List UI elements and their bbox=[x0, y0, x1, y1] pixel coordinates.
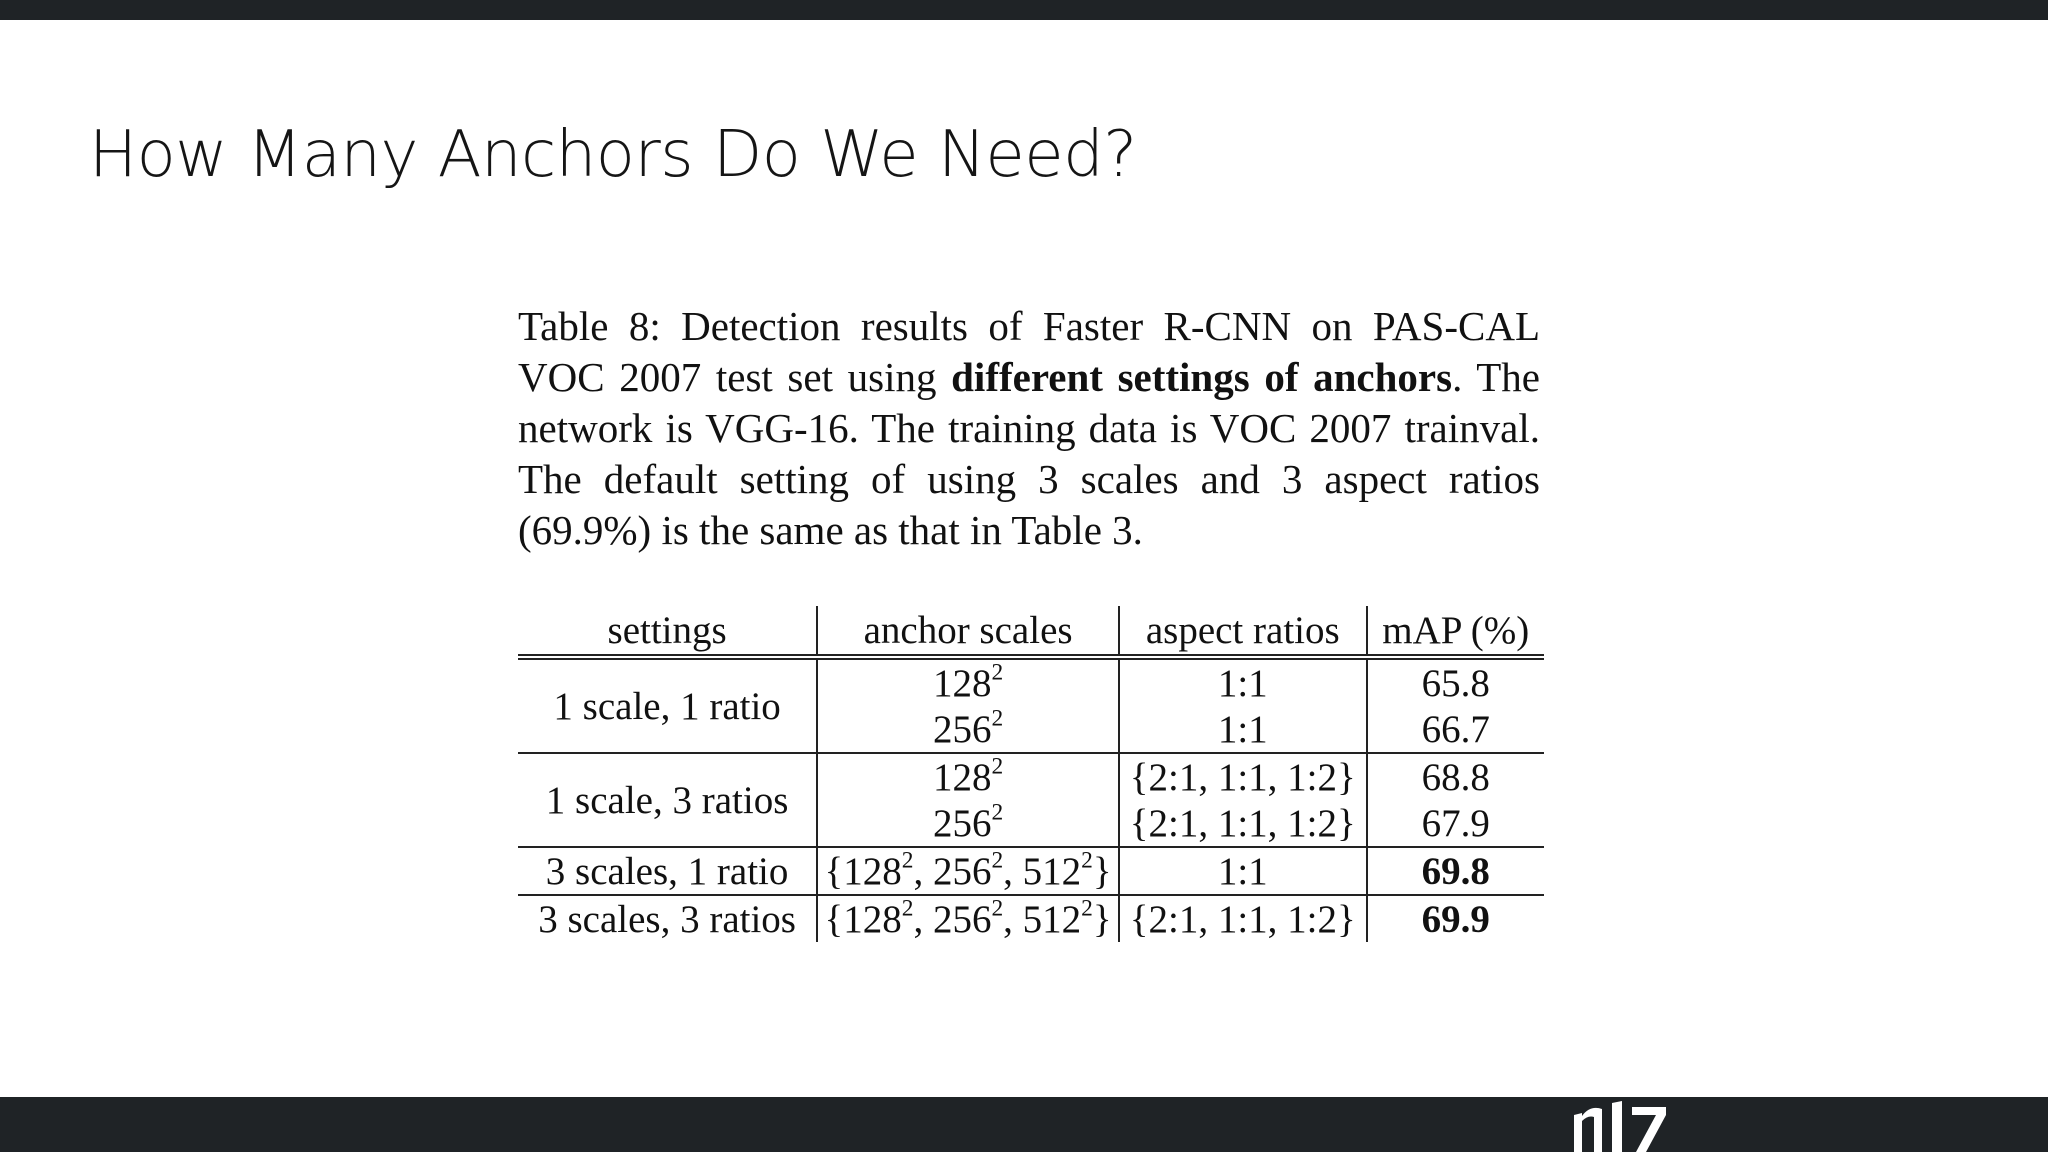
slide-title: How Many Anchors Do We Need? bbox=[89, 118, 1137, 192]
table-row bbox=[518, 895, 1544, 942]
cell-aspect-ratios: {2:1, 1:1, 1:2} bbox=[1119, 895, 1367, 942]
cell-anchor-scales: $128^2$ bbox=[817, 657, 1119, 706]
caption-text-2: . The network is VGG-16. The training data is VOC 2007 trainval. The default setting of using 3 scales and 3 aspect ratios (69.9%) is the same as that in Table 3. bbox=[518, 354, 1540, 553]
header-map: mAP (%) bbox=[1367, 606, 1544, 657]
cell-map: 69.9 bbox=[1367, 895, 1544, 942]
top-bar bbox=[0, 0, 2048, 20]
table-row bbox=[518, 657, 1544, 706]
cell-setting: 3 scales, 3 ratios bbox=[518, 895, 817, 942]
cell-map: 66.7 bbox=[1421, 707, 1490, 751]
cell-anchor-scales: $256^2$ bbox=[817, 800, 1119, 847]
cell-anchor-scales: {$128^2$, $256^2$, $512^2$} bbox=[817, 847, 1119, 895]
cell-anchor-scales: {$128^2$, $256^2$, $512^2$} bbox=[817, 895, 1119, 942]
brand-logo bbox=[1572, 1095, 1668, 1152]
header-anchor-scales: anchor scales bbox=[817, 606, 1119, 657]
caption-bold-text: different settings of anchors bbox=[951, 354, 1453, 400]
cell-map: 69.8 bbox=[1367, 847, 1544, 895]
cell-map: 65.8 bbox=[1421, 661, 1490, 705]
caption-text-1: Table 8: Detection results of Faster R-CNN on PAS-CAL VOC 2007 test set using bbox=[518, 303, 1540, 400]
bottom-bar bbox=[0, 1097, 2048, 1152]
cell-setting: 1 scale, 1 ratio bbox=[518, 657, 817, 753]
cell-map: 67.9 bbox=[1421, 801, 1490, 845]
table-row bbox=[518, 753, 1544, 800]
cell-aspect-ratios: 1:1 bbox=[1119, 657, 1367, 706]
table-row bbox=[518, 847, 1544, 895]
anchor-settings-table bbox=[518, 606, 1544, 942]
cell-setting: 3 scales, 1 ratio bbox=[518, 847, 817, 895]
header-settings: settings bbox=[518, 606, 817, 657]
cell-aspect-ratios: {2:1, 1:1, 1:2} bbox=[1119, 753, 1367, 800]
table-caption bbox=[518, 301, 1540, 556]
cell-aspect-ratios: {2:1, 1:1, 1:2} bbox=[1119, 800, 1367, 847]
cell-setting: 1 scale, 3 ratios bbox=[518, 753, 817, 847]
cell-anchor-scales: $128^2$ bbox=[817, 753, 1119, 800]
header-aspect-ratios: aspect ratios bbox=[1119, 606, 1367, 657]
table-header-row bbox=[518, 606, 1544, 657]
cell-aspect-ratios: 1:1 bbox=[1119, 847, 1367, 895]
cell-aspect-ratios: 1:1 bbox=[1119, 706, 1367, 753]
cell-anchor-scales: $256^2$ bbox=[817, 706, 1119, 753]
cell-map: 68.8 bbox=[1367, 753, 1544, 800]
